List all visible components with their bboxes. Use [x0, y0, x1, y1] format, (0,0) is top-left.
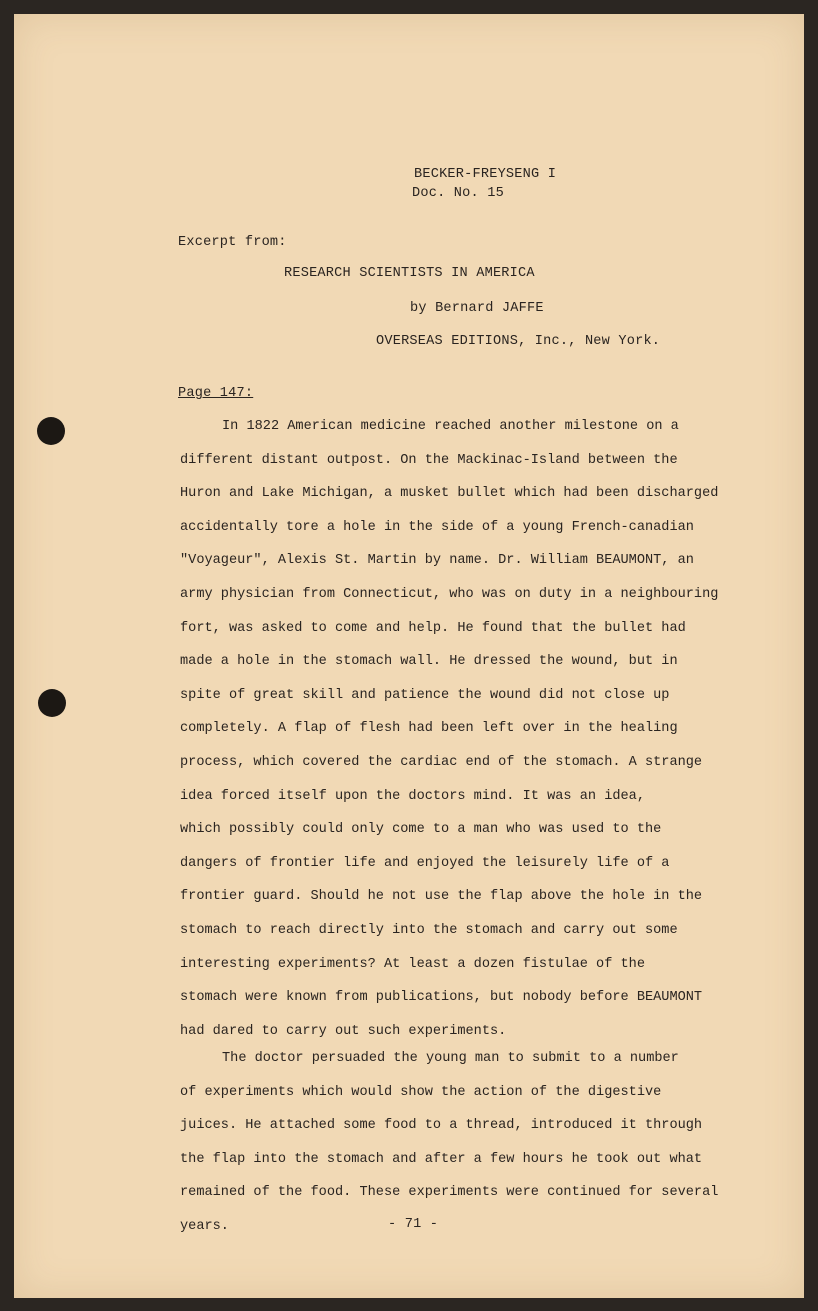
case-header: BECKER-FREYSENG I	[414, 167, 557, 182]
excerpt-label: Excerpt from:	[178, 235, 287, 250]
punch-hole-top	[37, 417, 65, 445]
page-number: - 71 -	[388, 1217, 439, 1232]
document-page	[14, 14, 804, 1298]
page-reference: Page 147:	[178, 386, 254, 401]
paragraph-1: In 1822 American medicine reached another milestone on a different distant outpost. On the Mackinac-Island between the Huron and Lake Michigan, a musket bullet which had been discharged accidentally tore a hole in the side of a young French-canadian "Voyageur", Alexis St. Martin by name. Dr. William BEAUMONT, an army physician from Connecticut, who was on duty in a neighbouring fort, was asked to come and help. He found that the bullet had made a hole in the stomach wall. He dressed the wound, but in spite of great skill and patience the wound did not close up completely. A flap of flesh had been left over in the healing process, which covered the cardiac end of the stomach. A strange idea forced itself upon the doctors mind. It was an idea, which possibly could only come to a man who was used to the dangers of frontier life and enjoyed the leisurely life of a frontier guard. Should he not use the flap above the hole in the stomach to reach directly into the stomach and carry out some interesting experiments? At least a dozen fistulae of the stomach were known from publications, but nobody before BEAUMONT had dared to carry out such experiments.	[180, 419, 719, 1039]
book-author: by Bernard JAFFE	[410, 301, 544, 316]
punch-hole-bottom	[38, 689, 66, 717]
book-publisher: OVERSEAS EDITIONS, Inc., New York.	[376, 334, 661, 349]
book-title: RESEARCH SCIENTISTS IN AMERICA	[284, 266, 535, 281]
doc-number: Doc. No. 15	[412, 186, 504, 201]
paragraph-2: The doctor persuaded the young man to submit to a number of experiments which would show the action of the digestive juices. He attached some food to a thread, introduced it through the flap into the stomach and after a few hours he took out what remained of the food. These experiments were continued for several years.	[180, 1051, 719, 1234]
